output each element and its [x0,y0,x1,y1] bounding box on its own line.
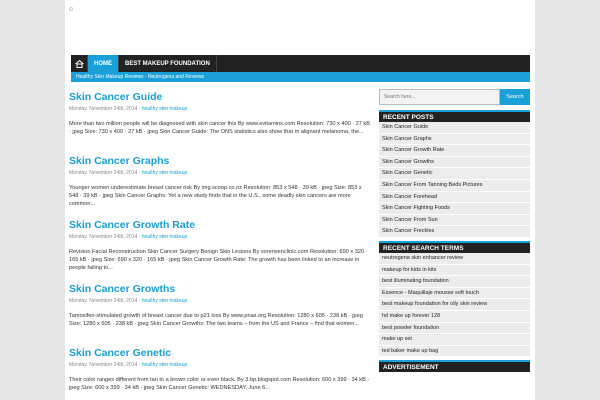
home-icon [75,60,84,68]
search-term-link[interactable]: best illuminating foundation [379,276,530,288]
recent-post-link[interactable]: Skin Cancer Graphs [379,134,530,146]
post [69,218,371,274]
breadcrumb-bar [71,72,530,82]
search-term-link[interactable]: makeup for kids in kits [379,265,530,277]
post-category-link[interactable]: healthy skin makeup [141,298,188,304]
post-date: Monday, November 24th, 2014 · [69,362,141,368]
nav-home-icon-button[interactable] [71,55,88,72]
search-term-link[interactable]: Essence - Maquillaje mousse soft touch [379,288,530,300]
recent-search-terms-heading: RECENT SEARCH TERMS [379,241,530,253]
main-nav [71,55,530,72]
search-form [379,89,530,105]
nav-item-home[interactable]: HOME [88,55,119,72]
post-title-link[interactable]: Skin Cancer Growths [69,283,176,295]
search-term-link[interactable]: best powder foundation [379,323,530,335]
site-header [65,0,535,54]
recent-post-link[interactable]: Skin Cancer Growths [379,157,530,169]
post-meta [69,361,371,369]
post-category-link[interactable]: healthy skin makeup [141,170,188,176]
post-excerpt: Revision Facial Reconstruction Skin Cancer Surgery Benign Skin Lesions By sorensenclinic.com Resolution: 690 x 320 · 165 kB · jpeg Size: 690 x 320 · 165 kB · jpeg Skin Cancer Growth Rate: The growth has been linked to an increase in people failing to... [69,249,368,272]
recent-post-link[interactable]: Skin Cancer Forehead [379,192,530,204]
page-wrapper [65,0,535,400]
recent-post-link[interactable]: Skin Cancer Freckles [379,226,530,238]
recent-post-link[interactable]: Skin Cancer From Sun [379,215,530,227]
recent-post-link[interactable]: Skin Cancer From Tanning Beds Pictures [379,180,530,192]
post-date: Monday, November 24th, 2014 · [69,234,141,240]
post-meta [69,297,371,305]
post [69,282,371,338]
search-input[interactable] [379,89,500,105]
post-date: Monday, November 24th, 2014 · [69,106,141,112]
post-title-link[interactable]: Skin Cancer Graphs [69,155,170,167]
post-date: Monday, November 24th, 2014 · [69,170,141,176]
sidebar [379,89,530,372]
search-term-link[interactable]: hd make up forever 128 [379,311,530,323]
recent-posts-list [379,122,530,238]
recent-post-link[interactable]: Skin Cancer Fighting Foods [379,203,530,215]
recent-posts-heading: RECENT POSTS [379,110,530,122]
post-meta [69,105,371,113]
recent-post-link[interactable]: Skin Cancer Genetic [379,168,530,180]
post-excerpt: Their color ranges different from tan to a brown color or even black. By 3.bp.blogspot.com Resolution: 600 x 399 · 34 kB · jpeg Size: 600 x 399 · 34 kB · jpeg Skin Cancer Genetic: WEDNESDAY, June 6... [69,377,370,392]
post-date: Monday, November 24th, 2014 · [69,298,141,304]
post-excerpt: More than two million people will be diagnosed with skin cancer this By www.evitamins.com Resolution: 730 x 400 · 27 kB · jpeg Size: 730 x 400 · 27 kB · jpeg Skin Cancer Guide: The ONS statistics also show that m alignant melanoma, the... [69,121,370,136]
site-logo[interactable] [69,7,73,11]
post-excerpt: Tamoxifen-stimulated growth of breast cancer due to p21 loss By www.pnas.org Resolution: 1280 x 605 · 238 kB · jpeg Size: 1280 x 605 · 238 kB · jpeg Skin Cancer Growths: The two teams – from the US and France – find that women... [69,313,363,328]
post-excerpt: Younger women underestimate breast cancer risk By img.scoop.co.nz Resolution: 853 x 548 · 39 kB · jpeg Size: 853 x 548 · 39 kB · jpeg Skin Cancer Graphs: Yet a new study finds that in the U.S., some deadly skin cancers are more common... [69,185,362,208]
advertisement-heading: ADVERTISEMENT [379,360,530,372]
post-title-link[interactable]: Skin Cancer Growth Rate [69,219,196,231]
search-term-link[interactable]: best makeup foundation for oily skin review [379,299,530,311]
post-meta [69,233,371,241]
post-category-link[interactable]: healthy skin makeup [141,106,188,112]
recent-post-link[interactable]: Skin Cancer Guide [379,122,530,134]
post-title-link[interactable]: Skin Cancer Genetic [69,347,172,359]
nav-item-best-makeup-foundation[interactable]: BEST MAKEUP FOUNDATION [119,55,217,72]
recent-search-terms-list [379,253,530,357]
post [69,90,371,146]
main-content [69,90,371,400]
search-term-link[interactable]: neutrogena skin enhancer review [379,253,530,265]
post-title-link[interactable]: Skin Cancer Guide [69,91,163,103]
post-category-link[interactable]: healthy skin makeup [141,362,188,368]
post-meta [69,169,371,177]
recent-post-link[interactable]: Skin Cancer Growth Rate [379,145,530,157]
post [69,154,371,210]
post-category-link[interactable]: healthy skin makeup [141,234,188,240]
search-term-link[interactable]: make up set [379,334,530,346]
subnav-link[interactable]: Healthy Skin Makeup Reviews - Neutrogena and Reviews [76,74,205,80]
search-button[interactable]: Search [500,89,530,105]
search-term-link[interactable]: ted baker make up bag [379,346,530,358]
post [69,346,371,400]
